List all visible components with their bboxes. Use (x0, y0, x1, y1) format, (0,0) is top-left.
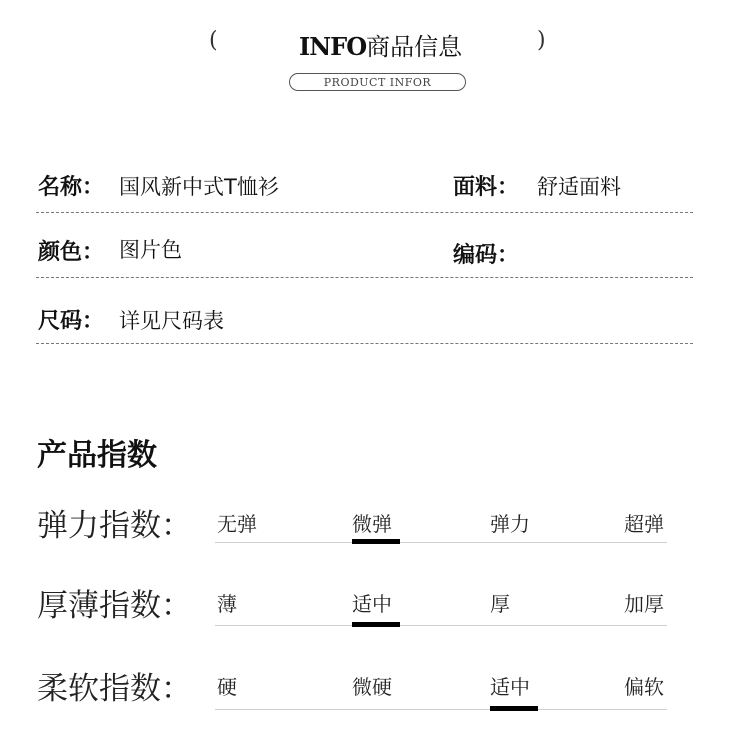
header-subtitle-pill: PRODUCT INFOR (289, 73, 466, 91)
name-value: 国风新中式T恤衫 (119, 175, 279, 199)
index-option: 偏软 (624, 675, 664, 699)
index-track (215, 709, 667, 710)
color-label: 颜色： (38, 240, 105, 265)
index-option: 适中 (352, 592, 392, 616)
index-option: 弹力 (490, 512, 530, 536)
header-right-paren: ) (537, 28, 546, 53)
name-label: 名称： (38, 175, 105, 200)
divider (36, 343, 693, 344)
header-left-paren: ( (209, 28, 218, 53)
index-option: 超弹 (624, 512, 664, 536)
section-title: 产品指数 (37, 438, 157, 473)
index-selected-marker (490, 706, 538, 711)
index-option: 微硬 (352, 675, 392, 699)
divider (36, 277, 693, 278)
header-title (299, 27, 462, 62)
index-option: 厚 (490, 592, 510, 616)
size-value: 详见尺码表 (119, 309, 224, 333)
index-option: 薄 (217, 592, 237, 616)
fabric-value: 舒适面料 (537, 175, 621, 199)
index-option: 无弹 (217, 512, 257, 536)
index-track (215, 625, 667, 626)
index-option: 适中 (490, 675, 530, 699)
index-label: 厚薄指数： (37, 588, 192, 624)
index-label: 柔软指数： (37, 671, 192, 707)
code-label: 编码： (453, 243, 520, 268)
index-track (215, 542, 667, 543)
header-title-cn: 商品信息 (366, 33, 463, 61)
index-option: 硬 (217, 675, 237, 699)
color-value: 图片色 (119, 238, 182, 262)
header-title-en: INFO (299, 32, 367, 61)
index-label: 弹力指数： (37, 508, 192, 544)
fabric-label: 面料： (453, 175, 520, 200)
index-selected-marker (352, 622, 400, 627)
index-option: 微弹 (352, 512, 392, 536)
divider (36, 212, 693, 213)
index-selected-marker (352, 539, 400, 544)
index-option: 加厚 (624, 592, 664, 616)
size-label: 尺码： (38, 309, 105, 334)
